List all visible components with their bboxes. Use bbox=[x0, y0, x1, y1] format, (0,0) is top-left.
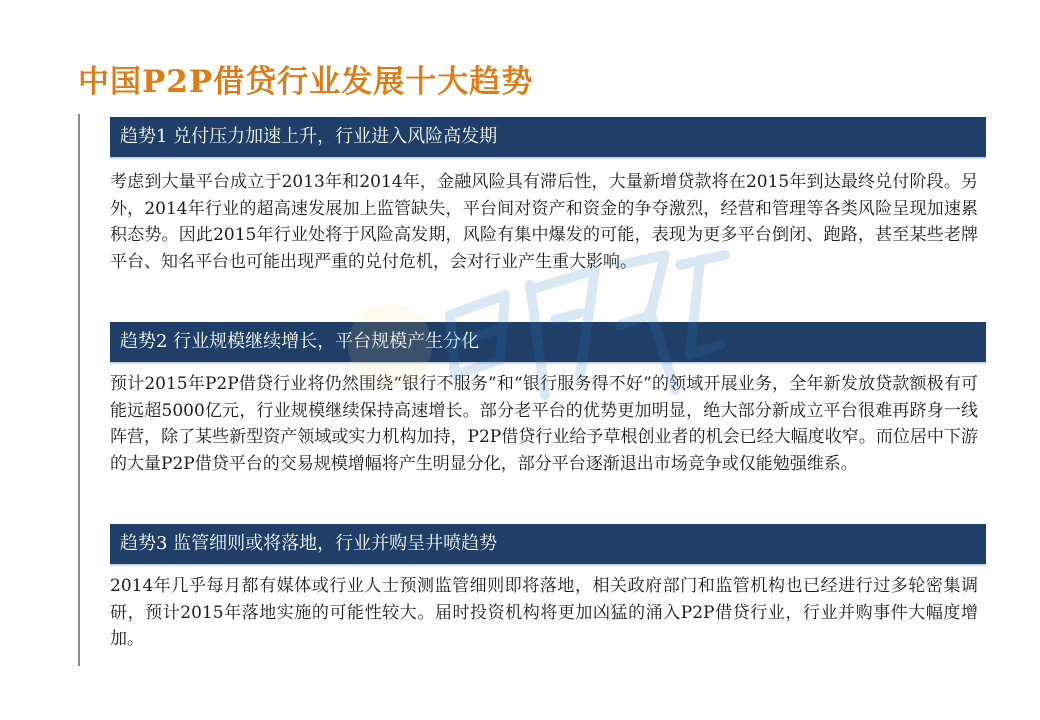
section-1-header-shadow bbox=[110, 157, 986, 160]
section-1-body: 考虑到大量平台成立于2013年和2014年，金融风险具有滞后性，大量新增贷款将在2015年到达最终兑付阶段。另外，2014年行业的超高速发展加上监管缺失，平台间对资产和资金的争夺激烈，经营和管理等各类风险呈现加速累积态势。因此2015年行业处将于风险高发期，风险有集中爆发的可能，表现为更多平台倒闭、跑路，甚至某些老牌平台、知名平台也可能出现严重的兑付危机，会对行业产生重大影响。 bbox=[110, 172, 978, 272]
left-divider bbox=[78, 114, 80, 666]
section-3-body: 2014年几乎每月都有媒体或行业人士预测监管细则即将落地，相关政府部门和监管机构也已经进行过多轮密集调研，预计2015年落地实施的可能性较大。届时投资机构将更加凶猛的涌入P2P借贷行业，行业并购事件大幅度增加。 bbox=[110, 576, 978, 649]
section-1-header: 趋势1 兑付压力加速上升，行业进入风险高发期 bbox=[110, 117, 986, 157]
page-title: 中国P2P借贷行业发展十大趋势 bbox=[78, 64, 534, 100]
section-2-body: 预计2015年P2P借贷行业将仍然围绕“银行不服务”和“银行服务得不好”的领域开展业务，全年新发放贷款额极有可能远超5000亿元，行业规模继续保持高速增长。部分老平台的优势更加明显，绝大部分新成立平台很难再跻身一线阵营，除了某些新型资产领域或实力机构加持，P2P借贷行业给予草根创业者的机会已经大幅度收窄。而位居中下游的大量P2P借贷平台的交易规模增幅将产生明显分化，部分平台逐渐退出市场竞争或仅能勉强维系。 bbox=[110, 374, 978, 474]
section-3-header: 趋势3 监管细则或将落地，行业并购呈井喷趋势 bbox=[110, 524, 986, 564]
section-3-header-shadow bbox=[110, 564, 986, 567]
section-2-header: 趋势2 行业规模继续增长，平台规模产生分化 bbox=[110, 322, 986, 362]
section-2-header-shadow bbox=[110, 362, 986, 365]
